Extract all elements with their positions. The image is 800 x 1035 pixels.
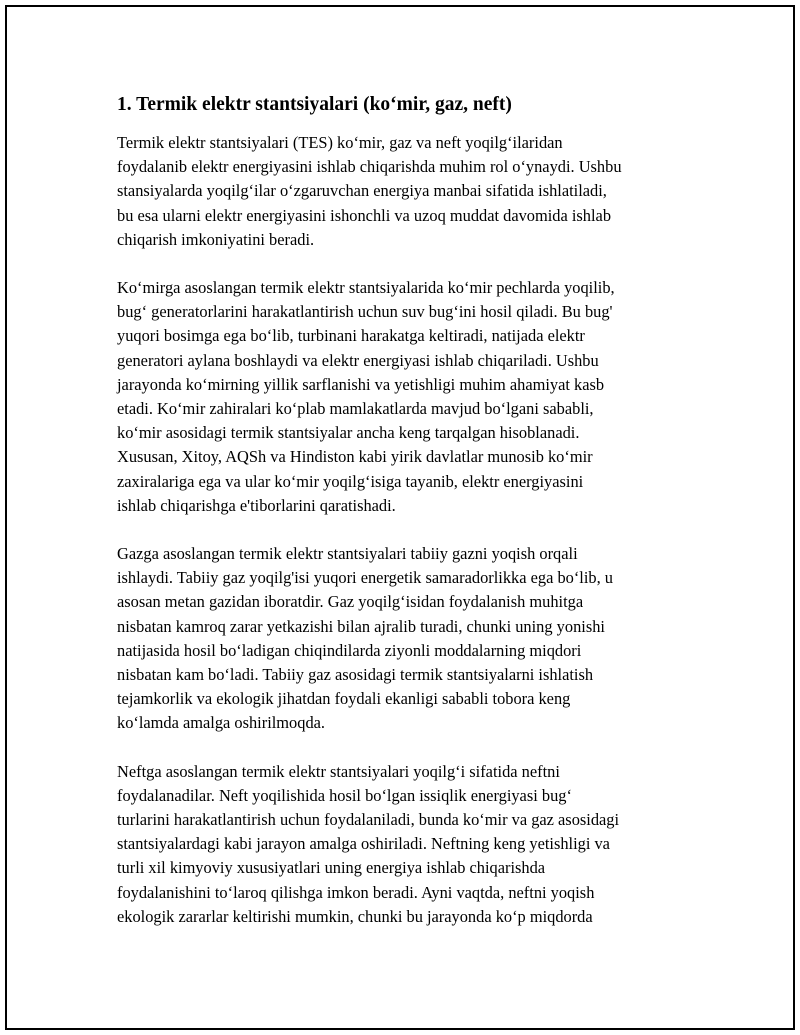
text-line: nisbatan kam boʻladi. Tabiiy gaz asosidagi termik stantsiyalarni ishlatish: [117, 665, 594, 685]
text-line: nisbatan kamroq zarar yetkazishi bilan ajralib turadi, chunki uning yonishi: [117, 616, 605, 636]
text-line: generatori aylana boshlaydi va elektr energiyasi ishlab chiqariladi. Ushbu: [117, 350, 599, 370]
paragraph-spacer: [117, 252, 697, 276]
text-line: bu esa ularni elektr energiyasini ishonchli va uzoq muddat davomida ishlab: [117, 205, 612, 225]
text-line: tejamkorlik va ekologik jihatdan foydali ekanligi sababli tobora keng: [117, 689, 571, 709]
text-line: ishlaydi. Tabiiy gaz yoqilg'isi yuqori energetik samaradorlikka ega boʻlib, u: [117, 568, 613, 588]
text-line: Koʻmirga asoslangan termik elektr stantsiyalarida koʻmir pechlarda yoqilib,: [117, 278, 615, 298]
paragraph-oil: [117, 760, 697, 929]
text-line: Termik elektr stantsiyalari (TES) koʻmir, gaz va neft yoqilgʻilaridan: [117, 133, 563, 152]
document-body: [117, 92, 697, 929]
paragraph-spacer: [117, 518, 697, 542]
text-line: zaxiralariga ega va ular koʻmir yoqilgʻisiga tayanib, elektr energiyasini: [117, 471, 584, 491]
text-line: Gazga asoslangan termik elektr stantsiyalari tabiiy gazni yoqish orqali: [117, 544, 578, 564]
text-line: bugʻ generatorlarini harakatlantirish uchun suv bugʻini hosil qiladi. Bu bug': [117, 302, 613, 322]
text-line: foydalanadilar. Neft yoqilishida hosil boʻlgan issiqlik energiyasi bugʻ: [117, 785, 572, 805]
text-line: ekologik zararlar keltirishi mumkin, chunki bu jarayonda koʻp miqdorda: [117, 906, 593, 926]
text-line: koʻlamda amalga oshirilmoqda.: [117, 713, 326, 733]
text-line: jarayonda koʻmirning yillik sarflanishi va yetishligi muhim ahamiyat kasb: [117, 374, 605, 394]
text-line: koʻmir asosidagi termik stantsiyalar ancha keng tarqalgan hisoblanadi.: [117, 423, 580, 443]
paragraph-spacer: [117, 736, 697, 760]
paragraph-intro: [117, 131, 697, 252]
text-line: natijasida hosil boʻladigan chiqindilarda ziyonli moddalarning miqdori: [117, 640, 582, 660]
text-line: etadi. Koʻmir zahiralari koʻplab mamlakatlarda mavjud boʻlgani sababli,: [117, 399, 594, 419]
paragraph-coal: [117, 276, 697, 518]
text-line: foydalanib elektr energiyasini ishlab chiqarishda muhim rol oʻynaydi. Ushbu: [117, 157, 622, 177]
text-line: yuqori bosimga ega boʻlib, turbinani harakatga keltiradi, natijada elektr: [117, 326, 585, 346]
text-line: ishlab chiqarishga e'tiborlarini qaratishadi.: [117, 495, 396, 515]
text-line: turli xil kimyoviy xususiyatlari uning energiya ishlab chiqarishda: [117, 858, 546, 878]
text-line: foydalanishini toʻlaroq qilishga imkon beradi. Ayni vaqtda, neftni yoqish: [117, 882, 595, 902]
text-line: turlarini harakatlantirish uchun foydalaniladi, bunda koʻmir va gaz asosidagi: [117, 810, 620, 830]
text-line: asosan metan gazidan iboratdir. Gaz yoqilgʻisidan foydalanish muhitga: [117, 592, 584, 612]
text-line: stansiyalarda yoqilgʻilar oʻzgaruvchan energiya manbai sifatida ishlatiladi,: [117, 181, 607, 201]
text-line: stantsiyalardagi kabi jarayon amalga oshiriladi. Neftning keng yetishligi va: [117, 834, 610, 854]
paragraph-gas: [117, 542, 697, 736]
section-heading: 1. Termik elektr stantsiyalari (koʻmir, gaz, neft): [117, 94, 512, 115]
text-line: Xususan, Xitoy, AQSh va Hindiston kabi yirik davlatlar munosib koʻmir: [117, 447, 593, 467]
text-line: Neftga asoslangan termik elektr stantsiyalari yoqilgʻi sifatida neftni: [117, 761, 560, 781]
text-line: chiqarish imkoniyatini beradi.: [117, 229, 315, 249]
